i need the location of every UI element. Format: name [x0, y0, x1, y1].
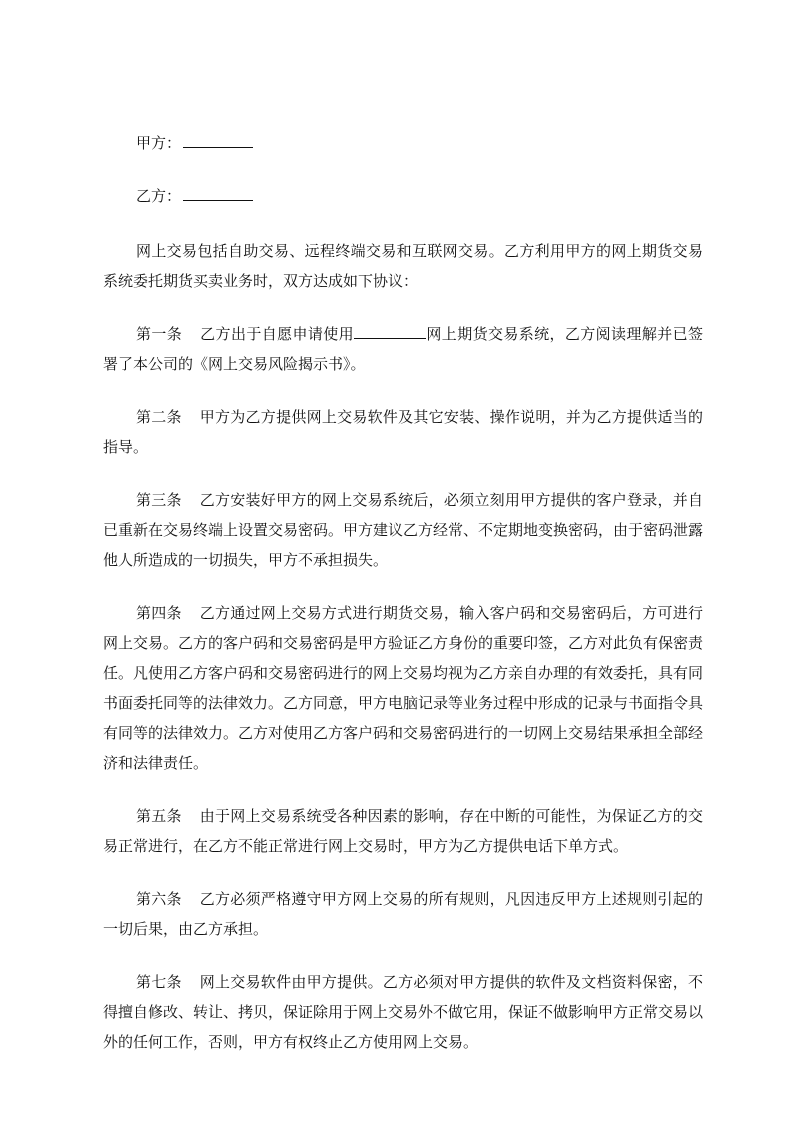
article-4	[103, 598, 703, 778]
article-text: 乙方通过网上交易方式进行期货交易，输入客户码和交易密码后，方可进行网上交易。乙方的客户码和交易密码是甲方验证乙方身份的重要印签，乙方对此负有保密责任。凡使用乙方客户码和交易密码进行的网上交易均视为乙方亲自办理的有效委托，具有同书面委托同等的法律效力。乙方同意，甲方电脑记录等业务过程中形成的记录与书面指令具有同等的法律效力。乙方对使用乙方客户码和交易密码进行的一切网上交易结果承担全部经济和法律责任。	[103, 604, 704, 772]
article-number: 第七条	[136, 973, 182, 991]
party-a-blank	[183, 129, 253, 148]
article-3	[103, 485, 703, 575]
article-number: 第三条	[136, 491, 182, 509]
intro-paragraph: 网上交易包括自助交易、远程终端交易和互联网交易。乙方利用甲方的网上期货交易系统委托期货买卖业务时，双方达成如下协议：	[103, 242, 703, 290]
article-2	[103, 402, 703, 462]
party-b-line	[103, 181, 703, 211]
article-number: 第四条	[136, 604, 182, 622]
article-number: 第二条	[136, 408, 182, 426]
article-text: 甲方为乙方提供网上交易软件及其它安装、操作说明，并为乙方提供适当的指导。	[103, 408, 703, 456]
party-b-label: 乙方：	[136, 187, 182, 205]
article-text: 乙方必须严格遵守甲方网上交易的所有规则，凡因违反甲方上述规则引起的一切后果，由乙方承担。	[103, 890, 703, 938]
system-name-blank	[354, 321, 426, 339]
article-number: 第五条	[136, 807, 182, 825]
article-1	[103, 319, 703, 379]
party-a-line	[103, 128, 703, 158]
article-text-after-blank: 网上期货交易系统，乙方阅读理解并已签署了本公司的《网上交易风险揭示书》。	[103, 325, 703, 373]
party-b-blank	[183, 182, 253, 201]
article-6	[103, 884, 703, 944]
article-number: 第一条	[136, 325, 183, 343]
article-text-before-blank: 乙方出于自愿申请使用	[200, 325, 355, 343]
article-number: 第六条	[136, 890, 182, 908]
article-7	[103, 967, 703, 1057]
article-text: 网上交易软件由甲方提供。乙方必须对甲方提供的软件及文档资料保密，不得擅自修改、转让、拷贝，保证除用于网上交易外不做它用，保证不做影响甲方正常交易以外的任何工作，否则，甲方有权终止乙方使用网上交易。	[103, 973, 704, 1051]
article-5	[103, 801, 703, 861]
party-a-label: 甲方：	[136, 134, 182, 152]
article-text: 由于网上交易系统受各种因素的影响，存在中断的可能性，为保证乙方的交易正常进行，在乙方不能正常进行网上交易时，甲方为乙方提供电话下单方式。	[103, 807, 703, 855]
article-text: 乙方安装好甲方的网上交易系统后，必须立刻用甲方提供的客户登录，并自已重新在交易终端上设置交易密码。甲方建议乙方经常、不定期地变换密码，由于密码泄露他人所造成的一切损失，甲方不承担损失。	[103, 491, 704, 569]
agreement-body	[103, 128, 703, 1057]
